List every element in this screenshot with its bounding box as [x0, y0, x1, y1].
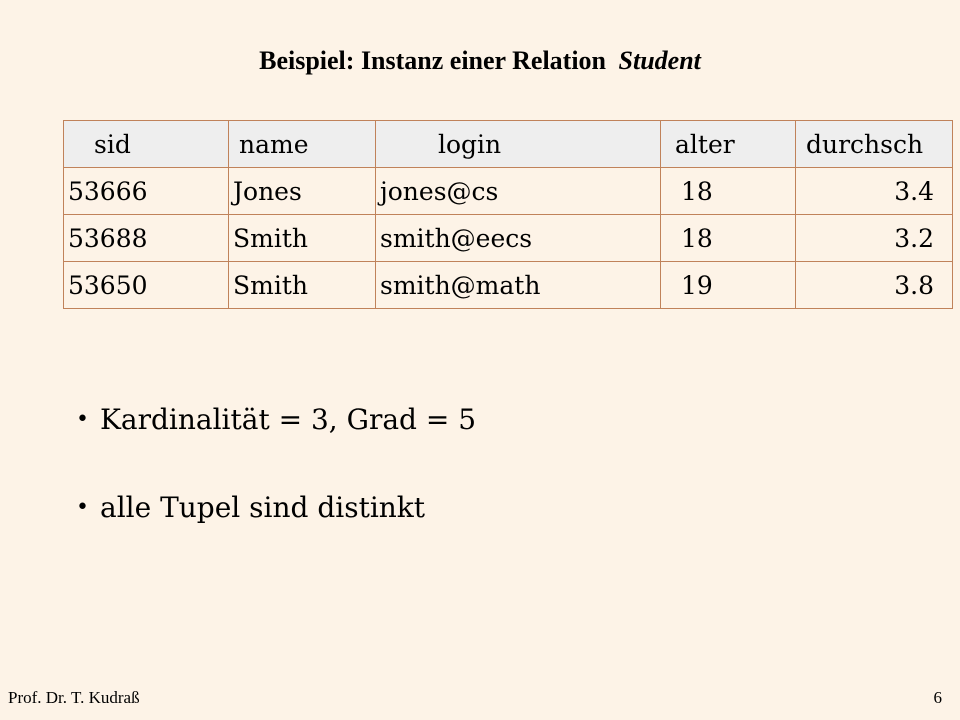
slide-title-prefix: Beispiel: Instanz einer Relation — [259, 46, 607, 75]
cell-login: smith@math — [376, 262, 661, 309]
cell-durchsch: 3.4 — [796, 168, 953, 215]
cell-sid: 53688 — [64, 215, 229, 262]
cell-login: jones@cs — [376, 168, 661, 215]
cell-sid: 53650 — [64, 262, 229, 309]
bullet-text: Kardinalität = 3, Grad = 5 — [100, 402, 477, 436]
cell-name: Smith — [229, 215, 376, 262]
bullet-item — [76, 395, 476, 443]
cell-alter: 18 — [661, 215, 796, 262]
page-number: 6 — [933, 688, 942, 707]
header-durchsch: durchsch — [796, 121, 953, 168]
cell-alter: 19 — [661, 262, 796, 309]
cell-alter: 18 — [661, 168, 796, 215]
bullet-dot-icon: • — [76, 494, 89, 520]
table-row — [64, 262, 953, 309]
cell-durchsch: 3.8 — [796, 262, 953, 309]
cell-name: Jones — [229, 168, 376, 215]
cell-sid: 53666 — [64, 168, 229, 215]
bullet-text: alle Tupel sind distinkt — [100, 490, 426, 524]
header-name: name — [229, 121, 376, 168]
cell-durchsch: 3.2 — [796, 215, 953, 262]
header-login: login — [376, 121, 661, 168]
cell-login: smith@eecs — [376, 215, 661, 262]
table-row — [64, 168, 953, 215]
bullet-item — [76, 483, 476, 531]
relation-table — [63, 120, 953, 309]
bullet-list — [76, 395, 476, 571]
slide-title-relation: Student — [618, 46, 701, 75]
header-sid: sid — [64, 121, 229, 168]
header-alter: alter — [661, 121, 796, 168]
footer-author: Prof. Dr. T. Kudraß — [8, 688, 140, 707]
slide-title — [0, 46, 960, 76]
table-header-row — [64, 121, 953, 168]
cell-name: Smith — [229, 262, 376, 309]
table-row — [64, 215, 953, 262]
bullet-dot-icon: • — [76, 406, 89, 432]
